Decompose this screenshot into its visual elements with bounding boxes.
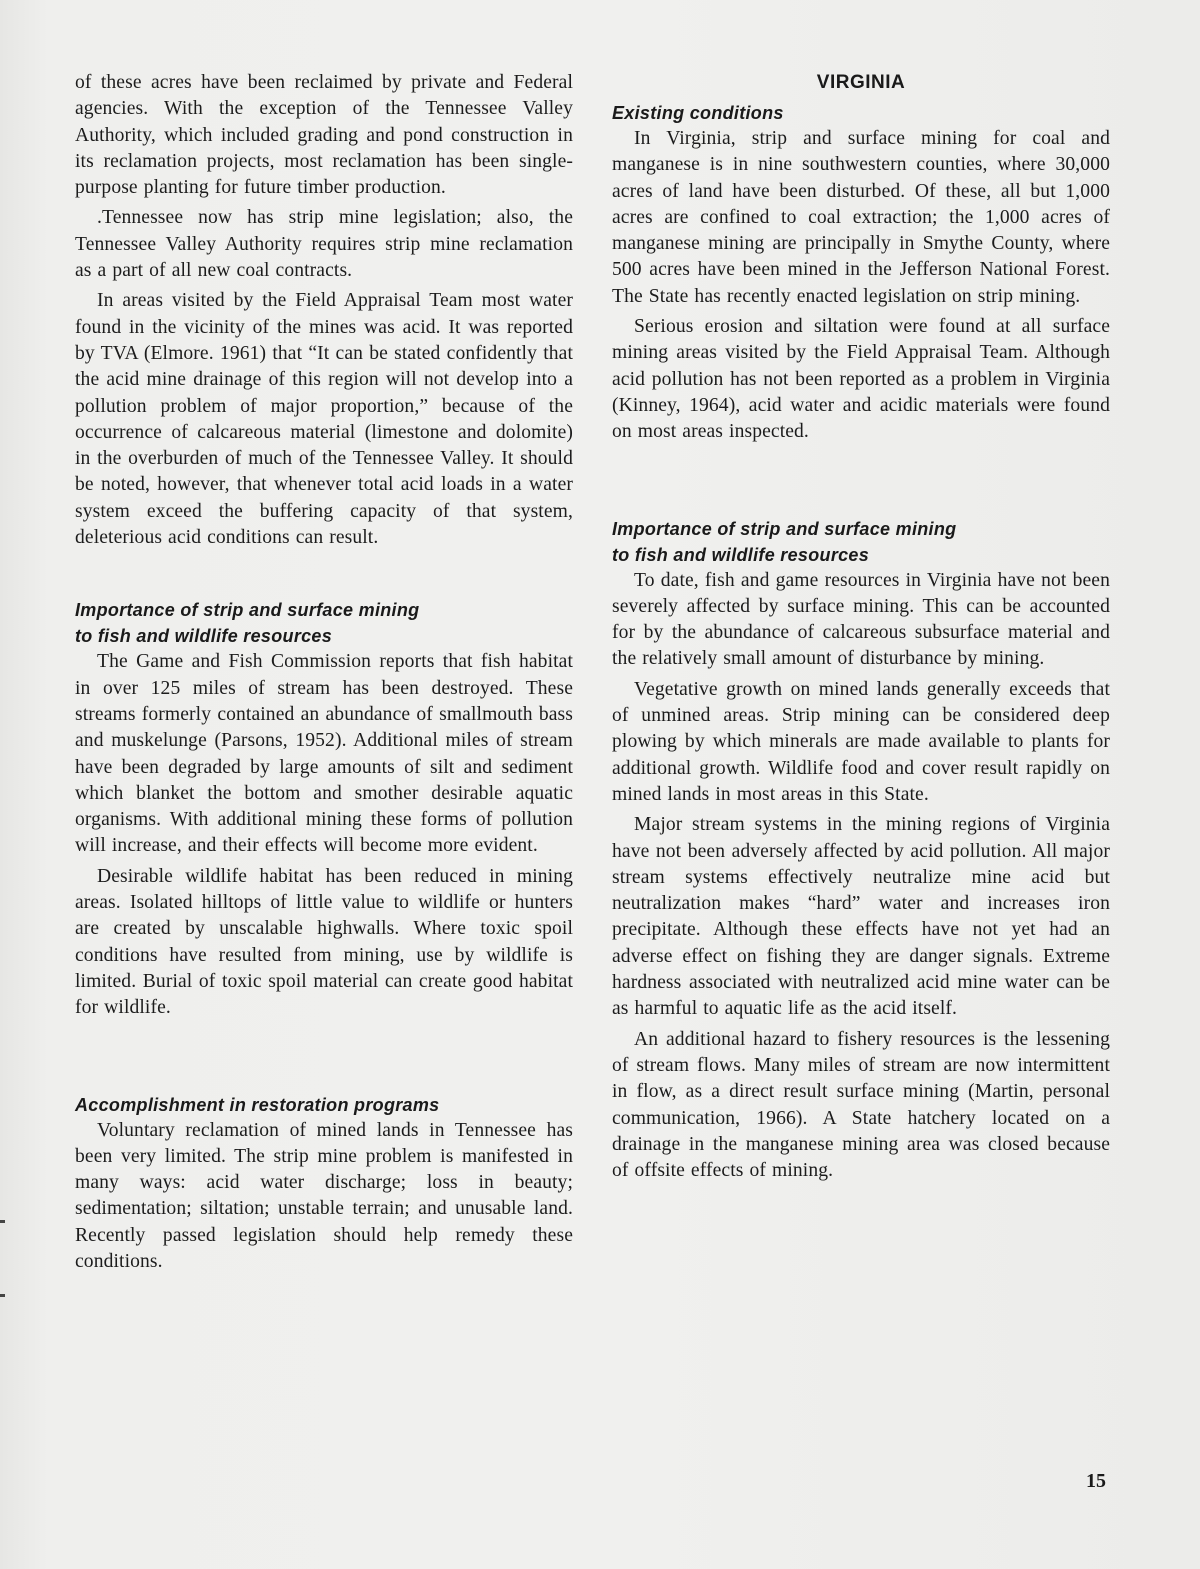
paragraph-virginia-mining: In Virginia, strip and surface mining for coal and manganese is in nine southwestern counties, where 30,000 acres of land have been disturbed. Of these, all but 1,000 acres are confined to coal extraction; the 1,000 acres of manganese mining are principally in Smythe County, where 500 acres have been mined in the Jefferson National Forest. The State has recently enacted legislation on strip mining. (612, 128, 1110, 307)
section-spacer (75, 555, 573, 597)
binding-mark (0, 1220, 5, 1223)
state-title-virginia: VIRGINIA (816, 72, 906, 93)
paragraph-tennessee-legislation: .Tennessee now has strip mine legislation; also, the Tennessee Valley Authority requires strip mine reclamation as a part of all new coal contracts. (75, 207, 573, 282)
heading-importance-virginia (612, 516, 1110, 568)
binding-mark (0, 1294, 5, 1297)
heading-line-2: to fish and wildlife resources (612, 544, 870, 565)
paragraph-erosion-siltation: Serious erosion and siltation were found at all surface mining areas visited by the Field Appraisal Team. Although acid pollution has not been reported as a problem in Virginia (Kinney, 1964), acid water and acidic materials were found on most areas inspected. (612, 316, 1110, 443)
section-spacer (75, 1026, 573, 1092)
heading-line-2: to fish and wildlife resources (75, 626, 333, 647)
paragraph-stream-flows: An additional hazard to fishery resources is the lessening of stream flows. Many miles of stream are now intermittent in flow, as a direct result surface mining (Martin, personal communication, 1966). A State hatchery located on a drainage in the manganese mining area was closed because of offsite effects of mining. (612, 1028, 1110, 1182)
left-column (75, 70, 573, 1279)
page-number: 15 (1086, 1470, 1106, 1492)
paragraph-vegetative-growth: Vegetative growth on mined lands generally exceeds that of unmined areas. Strip mining can be considered deep plowing by which minerals are made available to plants for additional growth. Wildlife food and cover result rapidly on mined lands in most areas in this State. (612, 678, 1110, 805)
paragraph-reclamation-continued: of these acres have been reclaimed by private and Federal agencies. With the exception of the Tennessee Valley Authority, which included grading and pond construction in its reclamation projects, most reclamation has been single-purpose planting for future timber production. (75, 72, 573, 199)
paragraph-stream-systems: Major stream systems in the mining regions of Virginia have not been adversely affected by acid pollution. All major stream systems effectively neutralize mine acid but neutralization makes “hard” water and increases iron precipitate. Although these effects have not yet had an adverse effect on fishing they are danger signals. Extreme hardness associated with neutralized acid mine water can be as harmful to aquatic life as the acid itself. (612, 814, 1110, 1020)
heading-accomplishment: Accomplishment in restoration programs (75, 1094, 440, 1115)
paragraph-fish-game-resources: To date, fish and game resources in Virginia have not been severely affected by surface mining. This can be accounted for by the abundance of calcareous subsurface material and the relatively small amount of disturbance by mining. (612, 569, 1110, 670)
heading-line-1: Importance of strip and surface mining (612, 518, 957, 539)
paragraph-acid-water: In areas visited by the Field Appraisal Team most water found in the vicinity of the mines was acid. It was reported by TVA (Elmore. 1961) that “It can be stated confidently that the acid mine drainage of this region will not develop into a pollution problem of major proportion,” because of the occurrence of calcareous material (limestone and dolomite) in the overburden of much of the Tennessee Valley. It should be noted, however, that whenever total acid loads in a water system exceed the buffering capacity of that system, deleterious acid conditions can result. (75, 290, 573, 549)
heading-line-1: Importance of strip and surface mining (75, 600, 420, 621)
section-spacer (612, 450, 1110, 516)
paragraph-wildlife-habitat: Desirable wildlife habitat has been reduced in mining areas. Isolated hilltops of little value to wildlife or hunters are created by unscalable highwalls. Where toxic spoil conditions have resulted from mining, use by wildlife is limited. Burial of toxic spoil material can create good habitat for wildlife. (75, 865, 573, 1019)
heading-importance-tennessee (75, 597, 573, 649)
right-column (612, 70, 1110, 1188)
heading-existing-conditions: Existing conditions (612, 103, 784, 123)
paragraph-voluntary-reclamation: Voluntary reclamation of mined lands in Tennessee has been very limited. The strip mine problem is manifested in many ways: acid water discharge; loss in beauty; sedimentation; siltation; unstable terrain; and unusable land. Recently passed legislation should help remedy these conditions. (75, 1119, 573, 1272)
paragraph-fish-habitat: The Game and Fish Commission reports that fish habitat in over 125 miles of stream has been destroyed. These streams formerly contained an abundance of smallmouth bass and muskelunge (Parsons, 1952). Additional miles of stream have been degraded by large amounts of silt and sediment which blanket the bottom and smother desirable aquatic organisms. With additional mining these forms of pollution will increase, and their effects will become more evident. (75, 651, 573, 857)
